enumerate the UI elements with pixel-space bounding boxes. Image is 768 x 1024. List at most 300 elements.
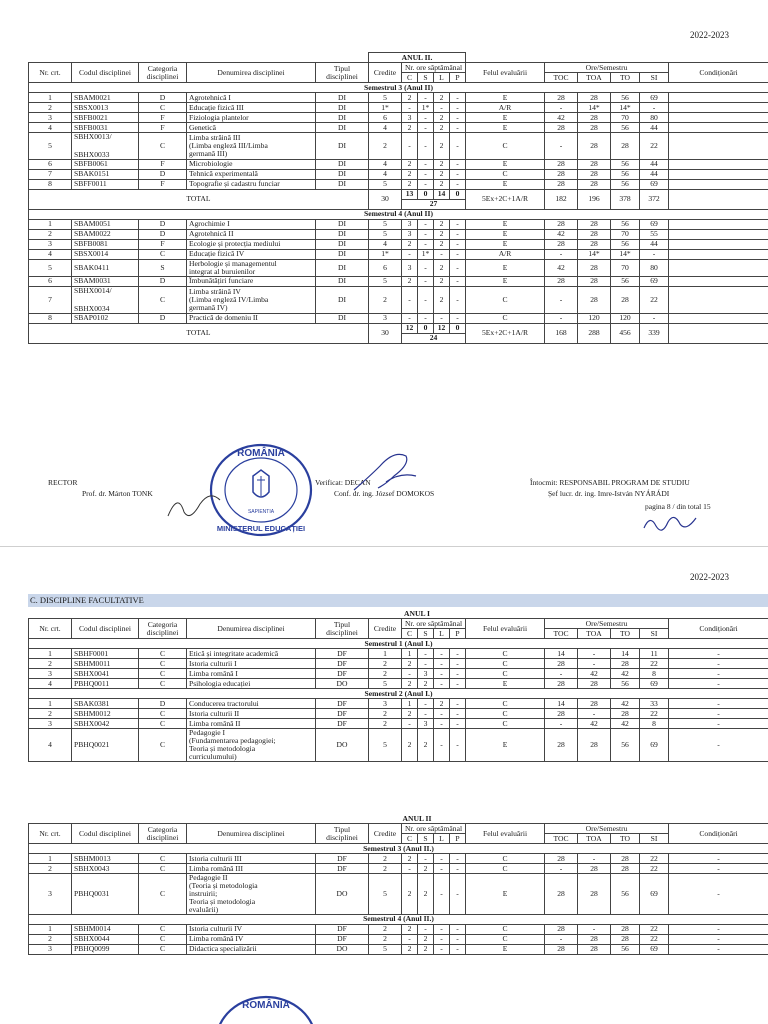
intocmit-label: Întocmit: RESPONSABIL PROGRAM DE STUDIU	[530, 478, 690, 487]
hours-l: -	[434, 854, 450, 864]
credits: 2	[369, 934, 402, 944]
evaluation: C	[466, 133, 545, 160]
hours-c: 2	[402, 659, 418, 669]
total-credits: 30	[369, 189, 402, 209]
semester-to: 28	[611, 864, 640, 874]
row-number: 8	[29, 313, 72, 323]
course-code-cell	[72, 944, 139, 954]
category: D	[139, 219, 187, 229]
course-name: Ecologie și protecția mediului	[189, 239, 281, 249]
header-conditionari: Condiționări	[669, 63, 768, 83]
course-code: SBHX0041	[74, 668, 110, 678]
course-name-cell	[187, 864, 316, 874]
semester-toc: 28	[545, 179, 578, 189]
hours-c: 3	[402, 219, 418, 229]
discipline-type: DO	[316, 679, 369, 689]
hours-s: -	[418, 709, 434, 719]
course-code: SBAM0021	[74, 92, 111, 102]
semester-toa: 28	[578, 276, 611, 286]
semester-si: 69	[640, 874, 669, 915]
row-number: 2	[29, 934, 72, 944]
category: C	[139, 944, 187, 954]
hours-p: -	[450, 934, 466, 944]
semester-toc: 28	[545, 924, 578, 934]
header-nr-ore: Nr. ore săptămânal	[402, 824, 466, 834]
hours-l: -	[434, 103, 450, 113]
total-hours-l: 12	[434, 323, 450, 333]
evaluation: E	[466, 179, 545, 189]
hours-p: -	[450, 133, 466, 160]
evaluation: C	[466, 659, 545, 669]
page-2	[0, 548, 768, 1024]
course-name-cell	[187, 679, 316, 689]
hours-p: -	[450, 123, 466, 133]
table-body	[29, 814, 768, 954]
conditions	[669, 313, 768, 323]
category: C	[139, 133, 187, 160]
hours-l: -	[434, 659, 450, 669]
hours-s: -	[418, 169, 434, 179]
semester-toa: 28	[578, 123, 611, 133]
hours-c: 2	[402, 93, 418, 103]
hours-l: 2	[434, 169, 450, 179]
total-ev: 5Ex+2C+1A/R	[466, 323, 545, 343]
total-hours-c: 13	[402, 189, 418, 199]
course-code: SBSX0014	[74, 249, 109, 259]
semester-to: 28	[611, 659, 640, 669]
semester-heading-row	[29, 844, 768, 854]
table-row	[29, 864, 768, 874]
conditions: -	[669, 729, 768, 762]
semester-toa: -	[578, 709, 611, 719]
semester-si: 22	[640, 659, 669, 669]
row-number: 4	[29, 123, 72, 133]
svg-text:ROMÂNIA: ROMÂNIA	[242, 1000, 290, 1011]
discipline-type: DI	[316, 219, 369, 229]
course-name-cell	[187, 874, 316, 915]
semester-toa: 28	[578, 286, 611, 313]
row-number: 8	[29, 179, 72, 189]
category: D	[139, 313, 187, 323]
hours-s: -	[418, 123, 434, 133]
conditions: -	[669, 659, 768, 669]
hours-s: 1*	[418, 249, 434, 259]
category: C	[139, 924, 187, 934]
semester-toc: 28	[545, 659, 578, 669]
hours-p: -	[450, 179, 466, 189]
course-name-cell	[187, 113, 316, 123]
category: D	[139, 276, 187, 286]
total-si: 339	[640, 323, 669, 343]
rector-title: RECTOR	[48, 478, 78, 487]
hours-l: 2	[434, 123, 450, 133]
svg-text:MINISTERUL EDUCAȚIEI: MINISTERUL EDUCAȚIEI	[216, 524, 306, 533]
category: C	[139, 679, 187, 689]
semester-toa: 28	[578, 133, 611, 160]
evaluation: A/R	[466, 249, 545, 259]
conditions	[669, 169, 768, 179]
course-code-cell	[72, 854, 139, 864]
header-nr: Nr. crt.	[29, 824, 72, 844]
course-code: SBSX0013	[74, 102, 109, 112]
hours-l: -	[434, 719, 450, 729]
hours-c: 2	[402, 924, 418, 934]
semester-to: 56	[611, 679, 640, 689]
table-row	[29, 709, 768, 719]
hours-p: -	[450, 286, 466, 313]
course-name: Fiziologia plantelor	[189, 112, 249, 122]
course-name: Limba străină III	[189, 133, 241, 143]
semester-toa: 28	[578, 169, 611, 179]
row-number: 2	[29, 229, 72, 239]
hours-p: -	[450, 924, 466, 934]
credits: 1*	[369, 249, 402, 259]
hours-p: -	[450, 113, 466, 123]
semester-si: 69	[640, 679, 669, 689]
rector-name: Prof. dr. Márton TONK	[82, 489, 153, 498]
course-name: Limba română III	[189, 863, 243, 873]
semester-toc: 28	[545, 874, 578, 915]
discipline-type: DI	[316, 259, 369, 276]
conditions: -	[669, 649, 768, 659]
hours-s: -	[418, 93, 434, 103]
hours-l: 2	[434, 239, 450, 249]
course-code-cell	[72, 179, 139, 189]
hours-s: -	[418, 229, 434, 239]
evaluation: C	[466, 699, 545, 709]
header-si: SI	[640, 73, 669, 83]
evaluation: C	[466, 934, 545, 944]
course-code: SBAK0381	[74, 698, 110, 708]
header-p: P	[450, 834, 466, 844]
hours-l: 2	[434, 159, 450, 169]
discipline-type: DF	[316, 864, 369, 874]
hours-s: -	[418, 649, 434, 659]
header-conditionari: Condiționări	[669, 824, 768, 844]
semester-toa: 28	[578, 679, 611, 689]
total-label: TOTAL	[29, 189, 369, 209]
semester-toa: 14*	[578, 249, 611, 259]
course-name: Psihologia educației	[189, 678, 251, 688]
category: D	[139, 169, 187, 179]
discipline-type: DF	[316, 719, 369, 729]
semester-toa: 14*	[578, 103, 611, 113]
table-row	[29, 944, 768, 954]
semester-to: 56	[611, 93, 640, 103]
course-name: Educație fizică III	[189, 102, 244, 112]
course-name-cell	[187, 179, 316, 189]
table-row	[29, 169, 768, 179]
hours-c: -	[402, 669, 418, 679]
credits: 2	[369, 924, 402, 934]
hours-p: -	[450, 719, 466, 729]
semester-to: 56	[611, 179, 640, 189]
hours-s: -	[418, 924, 434, 934]
semester-toa: -	[578, 854, 611, 864]
course-name-cell	[187, 123, 316, 133]
semester-toc: -	[545, 286, 578, 313]
course-code: SBHX0044	[74, 934, 110, 944]
conditions	[669, 286, 768, 313]
year-heading: ANUL II	[402, 814, 432, 823]
row-number: 3	[29, 719, 72, 729]
semester-toa: 28	[578, 179, 611, 189]
course-name: Agrotehnică I	[189, 92, 231, 102]
course-code-cell	[72, 93, 139, 103]
semester-to: 56	[611, 729, 640, 762]
discipline-type: DF	[316, 924, 369, 934]
row-number: 4	[29, 679, 72, 689]
hours-c: 2	[402, 729, 418, 762]
page-separator	[0, 546, 768, 547]
discipline-type: DF	[316, 934, 369, 944]
header-to: TO	[611, 629, 640, 639]
total-toa: 288	[578, 323, 611, 343]
table-row	[29, 219, 768, 229]
course-name: Istoria culturii III	[189, 853, 242, 863]
table-row	[29, 239, 768, 249]
hours-l: -	[434, 649, 450, 659]
total-si: 372	[640, 189, 669, 209]
conditions: -	[669, 944, 768, 954]
hours-l: -	[434, 729, 450, 762]
course-code: SBHX0042	[74, 718, 110, 728]
header-ore-semestru: Ore/Semestru	[545, 824, 669, 834]
table-row	[29, 179, 768, 189]
hours-c: 2	[402, 276, 418, 286]
conditions	[669, 249, 768, 259]
header-denumirea: Denumirea disciplinei	[187, 619, 316, 639]
evaluation: C	[466, 286, 545, 313]
semester-si: 69	[640, 93, 669, 103]
credits: 2	[369, 286, 402, 313]
conditions	[669, 259, 768, 276]
semester-si: 8	[640, 669, 669, 679]
hours-c: 2	[402, 159, 418, 169]
course-name-cell	[187, 219, 316, 229]
semester-si: 22	[640, 924, 669, 934]
header-toc: TOC	[545, 629, 578, 639]
semester-to: 70	[611, 259, 640, 276]
course-name: Microbiologie	[189, 159, 233, 169]
year-label: 2022-2023	[690, 30, 729, 40]
semester-toa: 28	[578, 229, 611, 239]
header-credite: Credite	[369, 824, 402, 844]
discipline-type: DF	[316, 669, 369, 679]
evaluation: C	[466, 854, 545, 864]
semester-heading: Semestrul 4 (Anul II.)	[29, 914, 768, 924]
semester-toa: 28	[578, 113, 611, 123]
semester-si: 44	[640, 169, 669, 179]
course-code-cell	[72, 699, 139, 709]
row-number: 2	[29, 103, 72, 113]
credits: 5	[369, 944, 402, 954]
semester-toa: 28	[578, 699, 611, 709]
semester-toa: 28	[578, 729, 611, 762]
semester-si: 69	[640, 276, 669, 286]
course-name-cell	[187, 719, 316, 729]
semester-toa: 28	[578, 874, 611, 915]
conditions	[669, 113, 768, 123]
course-code-cell	[72, 729, 139, 762]
table-row	[29, 229, 768, 239]
semester-heading-row	[29, 639, 768, 649]
total-ev: 5Ex+2C+1A/R	[466, 189, 545, 209]
header-toa: TOA	[578, 73, 611, 83]
credits: 2	[369, 854, 402, 864]
semester-si: 80	[640, 113, 669, 123]
course-code: SBFB0021	[74, 112, 108, 122]
semester-toc: 42	[545, 229, 578, 239]
section-title: C. DISCIPLINE FACULTATIVE	[28, 594, 768, 607]
credits: 1	[369, 649, 402, 659]
semester-toc: 28	[545, 709, 578, 719]
discipline-type: DI	[316, 93, 369, 103]
row-number: 6	[29, 276, 72, 286]
header-nr: Nr. crt.	[29, 619, 72, 639]
semester-toa: 28	[578, 239, 611, 249]
semester-si: 44	[640, 159, 669, 169]
course-name: Limba română II	[189, 718, 241, 728]
evaluation: E	[466, 239, 545, 249]
course-name-cell	[187, 159, 316, 169]
course-code-alt: SBHX0034	[74, 303, 110, 313]
hours-c: -	[402, 934, 418, 944]
semester-toc: -	[545, 864, 578, 874]
credits: 4	[369, 159, 402, 169]
course-name-cell	[187, 709, 316, 719]
semester-toc: 28	[545, 169, 578, 179]
semester-to: 56	[611, 944, 640, 954]
category: C	[139, 286, 187, 313]
course-name: Agrotehnică II	[189, 229, 234, 239]
credits: 5	[369, 93, 402, 103]
hours-s: -	[418, 854, 434, 864]
category: C	[139, 709, 187, 719]
responsabil-signature	[640, 508, 700, 538]
course-code-cell	[72, 133, 139, 160]
semester-si: -	[640, 103, 669, 113]
total-conditions	[669, 323, 768, 343]
course-code-cell	[72, 709, 139, 719]
header-categoria: Categoria disciplinei	[139, 619, 187, 639]
hours-s: -	[418, 276, 434, 286]
semester-to: 70	[611, 229, 640, 239]
hours-c: 1	[402, 649, 418, 659]
course-code-cell	[72, 719, 139, 729]
hours-p: -	[450, 249, 466, 259]
hours-p: -	[450, 679, 466, 689]
semester-toc: -	[545, 313, 578, 323]
course-code-cell	[72, 934, 139, 944]
semester-si: 22	[640, 934, 669, 944]
hours-l: -	[434, 313, 450, 323]
semester-si: 22	[640, 286, 669, 313]
discipline-type: DI	[316, 239, 369, 249]
total-weekly-hours: 24	[402, 333, 466, 343]
category: C	[139, 249, 187, 259]
row-number: 5	[29, 259, 72, 276]
semester-heading: Semestrul 4 (Anul II)	[29, 209, 768, 219]
semester-si: 69	[640, 944, 669, 954]
semester-to: 28	[611, 924, 640, 934]
table-body	[29, 53, 768, 344]
table-row	[29, 669, 768, 679]
evaluation: C	[466, 649, 545, 659]
semester-toc: 14	[545, 649, 578, 659]
hours-l: -	[434, 669, 450, 679]
table-row	[29, 276, 768, 286]
table-row	[29, 854, 768, 864]
header-l: L	[434, 629, 450, 639]
evaluation: E	[466, 729, 545, 762]
semester-to: 42	[611, 719, 640, 729]
semester-si: 33	[640, 699, 669, 709]
header-categoria: Categoria disciplinei	[139, 63, 187, 83]
conditions	[669, 179, 768, 189]
evaluation: E	[466, 679, 545, 689]
course-code-cell	[72, 649, 139, 659]
semester-toa: 28	[578, 944, 611, 954]
svg-text:ROMÂNIA: ROMÂNIA	[237, 448, 285, 459]
header-tipul: Tipul disciplinei	[316, 824, 369, 844]
hours-p: -	[450, 669, 466, 679]
semester-heading-row	[29, 83, 768, 93]
evaluation: C	[466, 313, 545, 323]
semester-si: 22	[640, 709, 669, 719]
header-codul: Codul disciplinei	[72, 824, 139, 844]
year-label-page-2: 2022-2023	[690, 572, 729, 582]
total-conditions	[669, 189, 768, 209]
course-code-alt: SBHX0033	[74, 149, 110, 159]
semester-toc: 42	[545, 259, 578, 276]
semester-si: 44	[640, 239, 669, 249]
row-number: 4	[29, 729, 72, 762]
semester-si: -	[640, 313, 669, 323]
semester-si: 22	[640, 854, 669, 864]
course-name-line: evaluării)	[189, 904, 219, 914]
course-code-cell	[72, 276, 139, 286]
hours-l: 2	[434, 113, 450, 123]
semester-toc: 28	[545, 159, 578, 169]
hours-s: -	[418, 113, 434, 123]
credits: 5	[369, 276, 402, 286]
hours-s: -	[418, 659, 434, 669]
header-c: C	[402, 73, 418, 83]
course-name-line: germană IV)	[189, 302, 228, 312]
course-name: Genetică	[189, 122, 216, 132]
category: D	[139, 699, 187, 709]
semester-to: 28	[611, 133, 640, 160]
discipline-type: DI	[316, 249, 369, 259]
header-l: L	[434, 834, 450, 844]
hours-p: -	[450, 944, 466, 954]
course-name: Practică de domeniu II	[189, 313, 258, 323]
table-row	[29, 659, 768, 669]
hours-p: -	[450, 219, 466, 229]
table-row	[29, 934, 768, 944]
row-number: 1	[29, 219, 72, 229]
rector-signature	[160, 482, 240, 524]
course-code: SBFB0031	[74, 122, 108, 132]
discipline-type: DI	[316, 103, 369, 113]
course-code-cell	[72, 259, 139, 276]
row-number: 5	[29, 133, 72, 160]
discipline-type: DI	[316, 179, 369, 189]
semester-to: 14	[611, 649, 640, 659]
page-number: pagina 8 / din total 15	[645, 502, 711, 511]
hours-p: -	[450, 659, 466, 669]
